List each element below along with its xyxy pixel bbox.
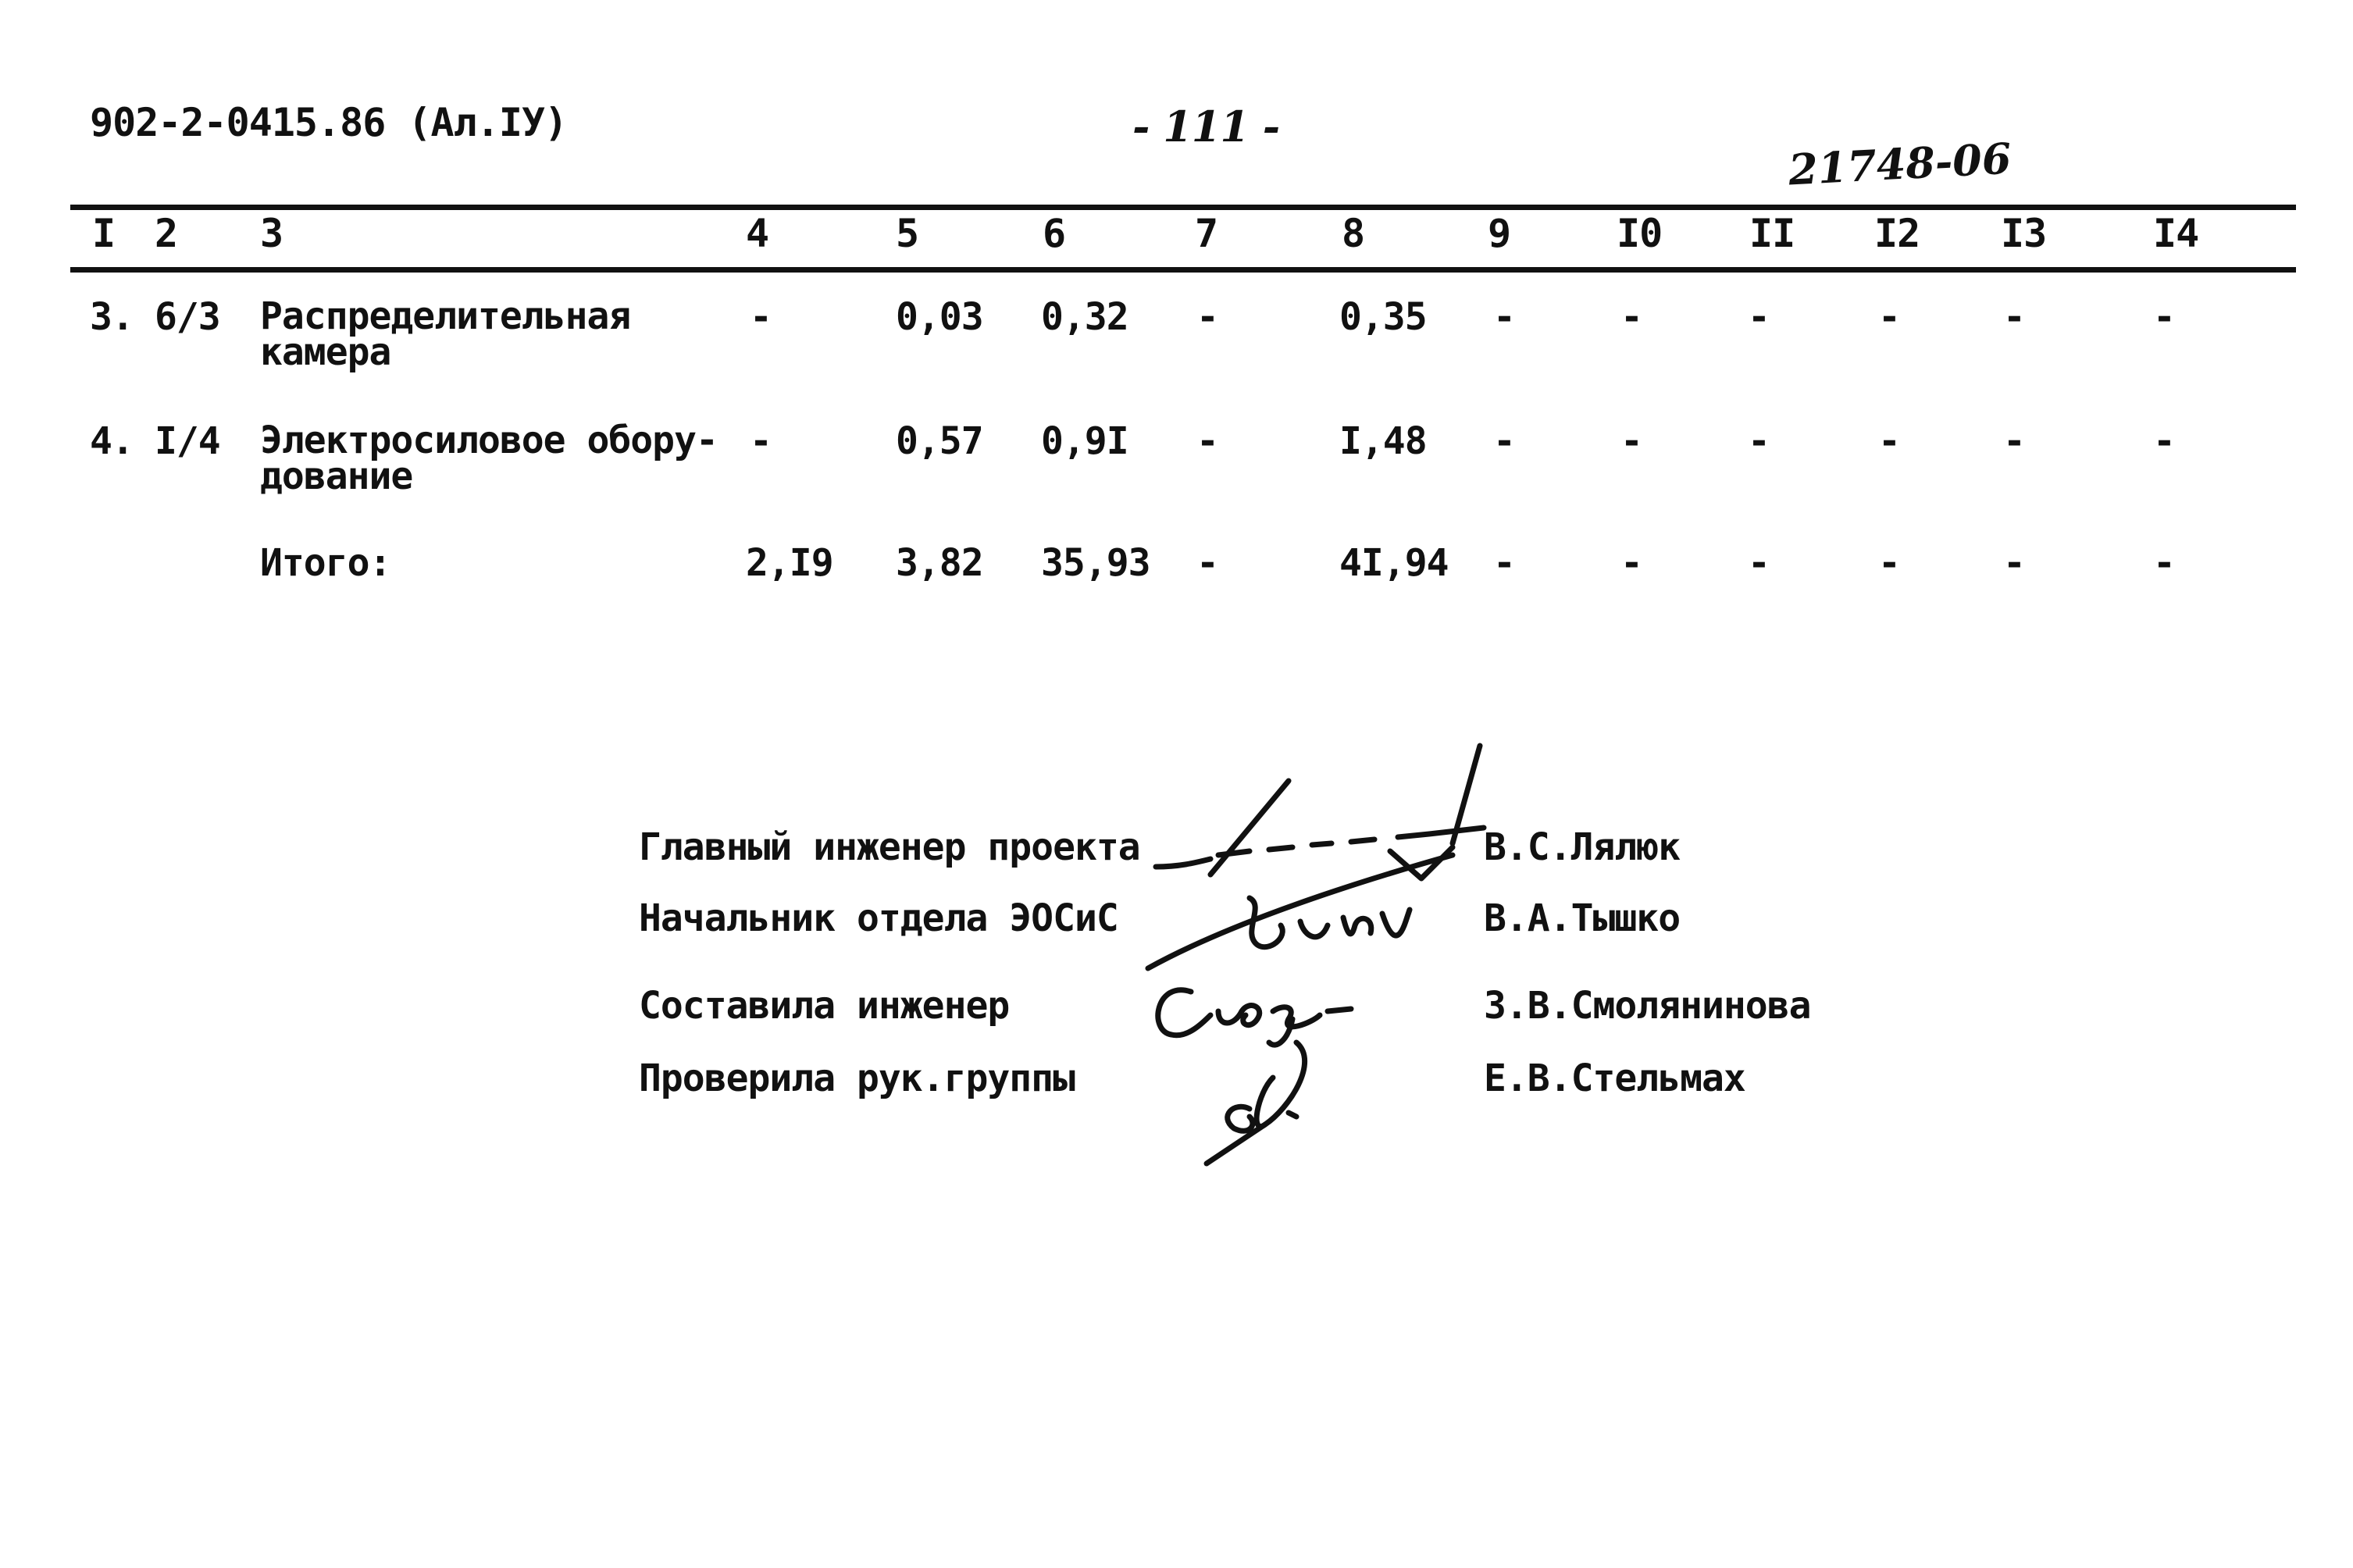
total-col6: 35,93 bbox=[1041, 541, 1150, 585]
signature-role: Начальник отдела ЭОСиС bbox=[639, 896, 1118, 940]
col-header-8: 8 bbox=[1342, 211, 1365, 256]
cell-col9: - bbox=[1493, 295, 1515, 339]
total-col13: - bbox=[2003, 541, 2025, 585]
cell-col13: - bbox=[2003, 419, 2025, 463]
row-code: I/4 bbox=[155, 419, 220, 463]
row-name-line1: Электросиловое обору- bbox=[260, 419, 718, 462]
cell-col11: - bbox=[1748, 295, 1770, 339]
signature-name: В.А.Тышко bbox=[1484, 896, 1681, 940]
col-header-3: 3 bbox=[260, 211, 283, 256]
page-number: - 111 - bbox=[1132, 102, 1280, 151]
cell-col14: - bbox=[2153, 295, 2175, 339]
signature-name: В.С.Лялюк bbox=[1484, 825, 1681, 869]
col-header-1: I bbox=[92, 211, 116, 256]
col-header-11: II bbox=[1749, 211, 1795, 256]
cell-col8: I,48 bbox=[1339, 419, 1427, 463]
col-header-10: I0 bbox=[1617, 211, 1663, 256]
signature-role: Главный инженер проекта bbox=[639, 825, 1140, 869]
cell-col7: - bbox=[1196, 419, 1218, 463]
cell-col10: - bbox=[1620, 295, 1642, 339]
signature-role: Проверила рук.группы bbox=[639, 1057, 1075, 1100]
signature-role: Составила инженер bbox=[639, 984, 1010, 1028]
total-col7: - bbox=[1196, 541, 1218, 585]
cell-col11: - bbox=[1748, 419, 1770, 463]
col-header-2: 2 bbox=[155, 211, 178, 256]
cell-col9: - bbox=[1493, 419, 1515, 463]
col-header-6: 6 bbox=[1043, 211, 1066, 256]
col-header-4: 4 bbox=[746, 211, 769, 256]
signature-name: Е.В.Стельмах bbox=[1484, 1057, 1745, 1100]
total-label: Итого: bbox=[260, 541, 391, 585]
total-col14: - bbox=[2153, 541, 2175, 585]
cell-col7: - bbox=[1196, 295, 1218, 339]
cell-col14: - bbox=[2153, 419, 2175, 463]
row-number: 4. bbox=[90, 419, 134, 463]
inventory-number: 21748-06 bbox=[1787, 133, 2013, 195]
total-col4: 2,I9 bbox=[746, 541, 833, 585]
cell-col6: 0,9I bbox=[1041, 419, 1128, 463]
cell-col12: - bbox=[1878, 419, 1900, 463]
col-header-5: 5 bbox=[896, 211, 919, 256]
total-col10: - bbox=[1620, 541, 1642, 585]
cell-col4: - bbox=[750, 419, 772, 463]
col-header-12: I2 bbox=[1874, 211, 1920, 256]
cell-col10: - bbox=[1620, 419, 1642, 463]
signature-4-drawing bbox=[1207, 1042, 1305, 1164]
signature-name: З.В.Смолянинова bbox=[1484, 984, 1811, 1028]
row-code: 6/3 bbox=[155, 295, 220, 339]
col-header-9: 9 bbox=[1488, 211, 1511, 256]
cell-col6: 0,32 bbox=[1041, 295, 1128, 339]
cell-col4: - bbox=[750, 295, 772, 339]
col-header-13: I3 bbox=[2001, 211, 2047, 256]
cell-col13: - bbox=[2003, 295, 2025, 339]
row-name-line2: камера bbox=[260, 330, 391, 374]
row-number: 3. bbox=[90, 295, 134, 339]
row-name-line2: дование bbox=[260, 454, 413, 498]
col-header-7: 7 bbox=[1195, 211, 1218, 256]
total-col5: 3,82 bbox=[896, 541, 983, 585]
cell-col12: - bbox=[1878, 295, 1900, 339]
signature-3-drawing bbox=[1158, 990, 1351, 1045]
cell-col5: 0,57 bbox=[896, 419, 983, 463]
total-col12: - bbox=[1878, 541, 1900, 585]
total-col8: 4I,94 bbox=[1339, 541, 1449, 585]
signature-2-drawing bbox=[1250, 898, 1410, 947]
total-col9: - bbox=[1493, 541, 1515, 585]
cell-col8: 0,35 bbox=[1339, 295, 1427, 339]
total-col11: - bbox=[1748, 541, 1770, 585]
document-code: 902-2-0415.86 (Ал.IУ) bbox=[90, 100, 568, 145]
row-name-line1: Распределительная bbox=[260, 294, 631, 338]
cell-col5: 0,03 bbox=[896, 295, 983, 339]
col-header-14: I4 bbox=[2153, 211, 2199, 256]
